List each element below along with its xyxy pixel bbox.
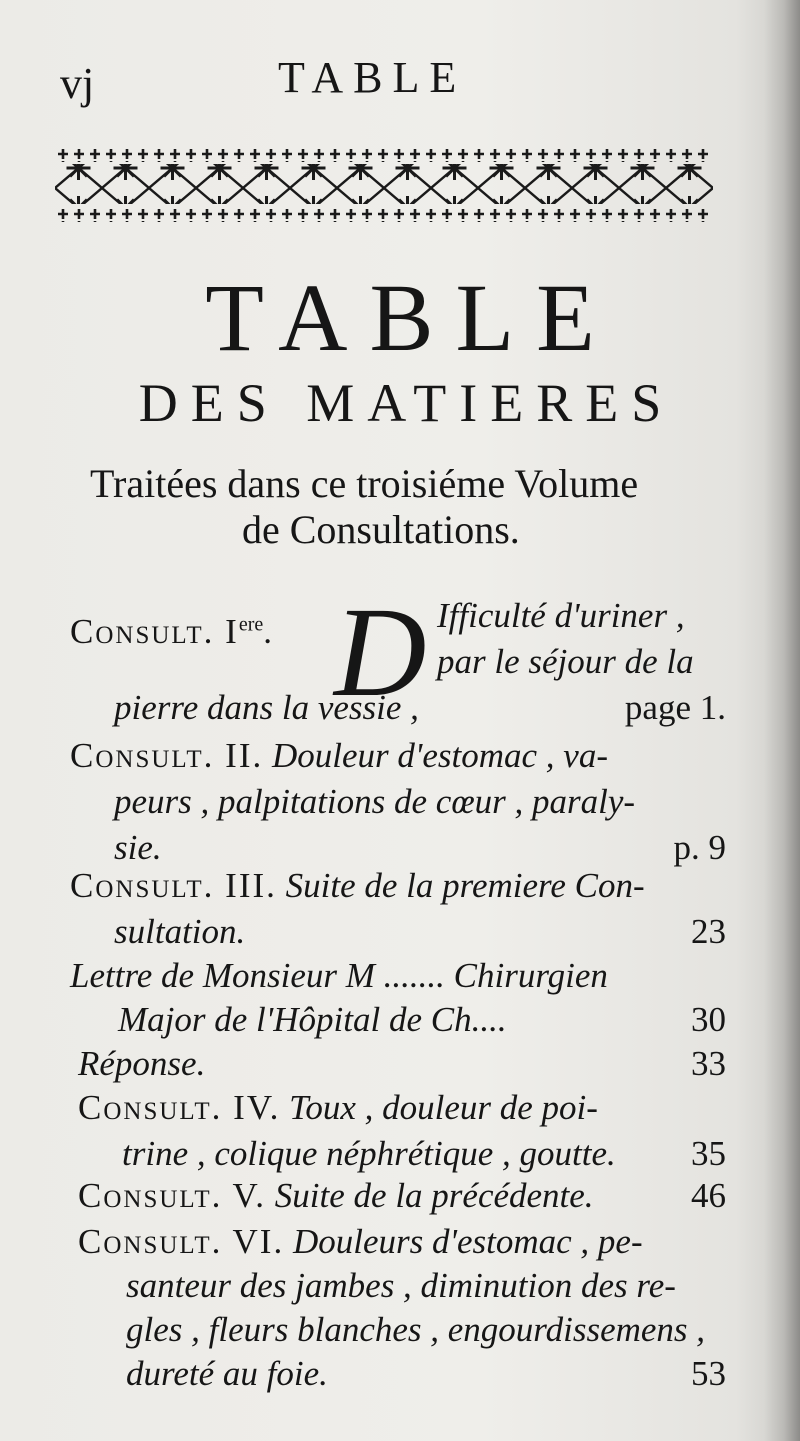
- entry-8-line-4: [126, 1354, 726, 1402]
- entry-2-line-1: [70, 736, 726, 784]
- subtitle-line-1: Traitées dans ce troisiéme Volume: [90, 461, 639, 506]
- entry-1-page: page 1.: [624, 688, 726, 727]
- entry-8-label: Consult. VI.: [78, 1222, 285, 1261]
- entry-3-label: Consult. III.: [70, 866, 277, 905]
- entry-4-page: 30: [691, 1000, 726, 1039]
- entry-3-line-1: [70, 866, 726, 914]
- entry-3-text-2: sultation.: [114, 912, 246, 951]
- subtitle: DES MATIERES: [138, 373, 675, 433]
- entry-2-page: p. 9: [673, 828, 726, 867]
- entry-8-text-2: santeur des jambes , diminution des re-: [126, 1266, 676, 1305]
- entry-4-line-1: [70, 956, 726, 1004]
- entry-2-line-2: [114, 782, 726, 830]
- entry-2-label: Consult. II.: [70, 736, 264, 775]
- entry-7-text-1: Suite de la précédente.: [274, 1176, 594, 1215]
- entry-3-line-2: [114, 912, 726, 960]
- entry-6-label: Consult. IV.: [78, 1088, 281, 1127]
- entry-5-page: 33: [691, 1044, 726, 1083]
- page-edge-shadow: [764, 0, 800, 1441]
- entry-2-text-2: peurs , palpitations de cœur , paraly-: [114, 782, 636, 821]
- entry-4-text-2: Major de l'Hôpital de Ch....: [118, 1000, 507, 1039]
- entry-5-text-1: Réponse.: [78, 1044, 206, 1083]
- entry-6-line-2: [122, 1134, 726, 1182]
- entry-4-text-1: Lettre de Monsieur M ....... Chirurgien: [70, 956, 608, 995]
- decorative-headpiece-icon: [55, 148, 713, 222]
- entry-7-line-1: [78, 1176, 726, 1224]
- subtitle-line-2: de Consultations.: [242, 507, 520, 552]
- entry-8-line-1: [78, 1222, 726, 1270]
- entry-1-label: Consult. Iere.: [70, 612, 272, 651]
- entry-8-line-3: [126, 1310, 726, 1358]
- entry-1-text-3: pierre dans la vessie ,: [114, 688, 419, 727]
- entry-6-text-2: trine , colique néphrétique , goutte.: [122, 1134, 616, 1173]
- entry-1-text-2: par le séjour de la: [437, 642, 694, 681]
- entry-5-line-1: [78, 1044, 726, 1092]
- entry-8-text-4: dureté au foie.: [126, 1354, 328, 1393]
- running-title: TABLE: [278, 53, 467, 102]
- entry-1-text-1: Ifficulté d'uriner ,: [437, 596, 685, 635]
- entry-4-line-2: [118, 1000, 726, 1048]
- entry-6-line-1: [78, 1088, 726, 1136]
- entry-8-text-1: Douleurs d'estomac , pe-: [292, 1222, 643, 1261]
- entry-7-label: Consult. V.: [78, 1176, 267, 1215]
- page-folio: vj: [60, 59, 95, 108]
- entry-3-page: 23: [691, 912, 726, 951]
- entry-8-page: 53: [691, 1354, 726, 1393]
- drop-cap: D: [334, 581, 427, 723]
- entry-1-line-3: [114, 688, 726, 736]
- main-title: TABLE: [205, 264, 617, 371]
- entry-2-text-3: sie.: [114, 828, 162, 867]
- entry-6-page: 35: [691, 1134, 726, 1173]
- entry-8-line-2: [126, 1266, 726, 1314]
- entry-7-page: 46: [691, 1176, 726, 1215]
- entry-2-text-1: Douleur d'estomac , va-: [271, 736, 608, 775]
- entry-6-text-1: Toux , douleur de poi-: [289, 1088, 598, 1127]
- entry-8-text-3: gles , fleurs blanches , engourdissemens ,: [126, 1310, 706, 1349]
- entry-3-text-1: Suite de la premiere Con-: [285, 866, 645, 905]
